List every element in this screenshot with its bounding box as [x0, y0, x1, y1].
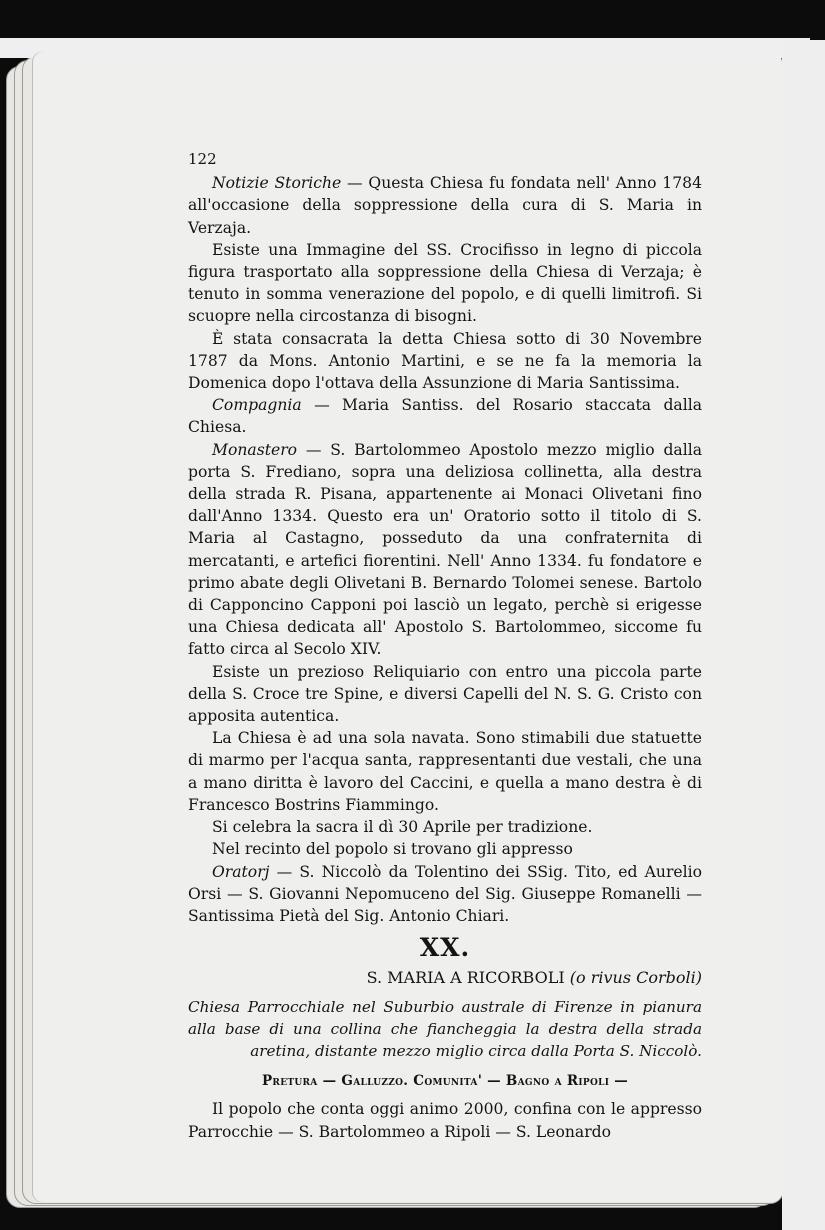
facing-page	[782, 40, 825, 1230]
section-description: Chiesa Parrocchiale nel Suburbio australe di Firenze in pianura alla base di una collina che fiancheggia la destra della strada aretina, distante mezzo miglio circa dalla Porta S. Niccolò.	[188, 997, 702, 1060]
popolo-paragraph: Il popolo che conta oggi animo 2000, confina con le appresso Parrocchie — S. Bartolommeo a Ripoli — S. Leonardo	[188, 1100, 702, 1141]
sacra-paragraph: Si celebra la sacra il dì 30 Aprile per tradizione.	[212, 818, 593, 837]
section-number: XX.	[419, 933, 471, 963]
compagnia-text: — Maria Santiss. del Rosario staccata dalla Chiesa.	[188, 396, 702, 437]
monastero-label: Monastero	[212, 440, 298, 459]
monastero-paragraph	[188, 439, 702, 661]
section-subtitle: (o rivus Corboli)	[569, 968, 702, 988]
section-title: S. MARIA A RICORBOLI	[366, 968, 565, 988]
reliquiario-paragraph: Esiste un prezioso Reliquiario con entro una piccola parte della S. Croce tre Spine, e diversi Capelli del N. S. G. Cristo con apposita autentica.	[188, 662, 702, 726]
pretura-text: Pretura — Galluzzo. Comunita' — Bagno a Ripoli —	[261, 1073, 629, 1090]
oratorj-text: — S. Niccolò da Tolentino dei SSig. Tito, ed Aurelio Orsi — S. Giovanni Nepomuceno del Sig. Giuseppe Romanelli — Santissima Pietà del Sig. Antonio Chiari.	[188, 862, 702, 925]
navata-paragraph: La Chiesa è ad una sola navata. Sono stimabili due statuette di marmo per l'acqua santa, rappresentanti due vestali, che una a mano diritta è lavoro del Caccini, e quella a mano destra è di Francesco Bostrins Fiammingo.	[188, 729, 702, 814]
recinto-paragraph: Nel recinto del popolo si trovano gli appresso	[212, 840, 573, 859]
compagnia-paragraph	[188, 394, 702, 438]
page-text	[188, 148, 702, 1143]
oratorj-label: Oratorj	[212, 862, 270, 881]
consacrata-paragraph: È stata consacrata la detta Chiesa sotto di 30 Novembre 1787 da Mons. Antonio Martini, e se ne fa la memoria la Domenica dopo l'ottava della Assunzione di Maria Santissima.	[188, 329, 702, 393]
page-number: 122	[188, 150, 217, 168]
pretura-line	[188, 1070, 702, 1092]
notizie-paragraph	[188, 172, 702, 239]
monastero-text: — S. Bartolommeo Apostolo mezzo miglio dalla porta S. Frediano, sopra una deliziosa collinetta, alla destra della strada R. Pisana, appartenente ai Monaci Olivetani fino dall'Anno 1334. Questo era un' Oratorio sotto il titolo di S. Maria al Castagno, posseduto da una confraternita di mercatanti, e artefici fiorentini. Nell' Anno 1334. fu fondatore e primo abate degli Olivetani B. Bernardo Tolomei senese. Bartolo di Capponcino Capponi poi lasciò un legato, perchè si erigesse una Chiesa dedicata all' Apostolo S. Bartolommeo, siccome fu fatto circa al Secolo XIV.	[188, 440, 702, 659]
section-heading	[188, 967, 702, 989]
immagine-paragraph: Esiste una Immagine del SS. Crocifisso in legno di piccola figura trasportato alla soppressione della Chiesa di Verzaja; è tenuto in somma venerazione del popolo, e di quelli limitrofi. Si scuopre nella circostanza di bisogni.	[188, 240, 702, 326]
notizie-text: — Questa Chiesa fu fondata nell' Anno 1784 all'occasione della soppressione della cura di S. Maria in Verzaja.	[188, 174, 702, 237]
oratorj-paragraph	[188, 861, 702, 928]
compagnia-label: Compagnia	[212, 396, 302, 415]
notizie-label: Notizie Storiche	[212, 174, 342, 193]
